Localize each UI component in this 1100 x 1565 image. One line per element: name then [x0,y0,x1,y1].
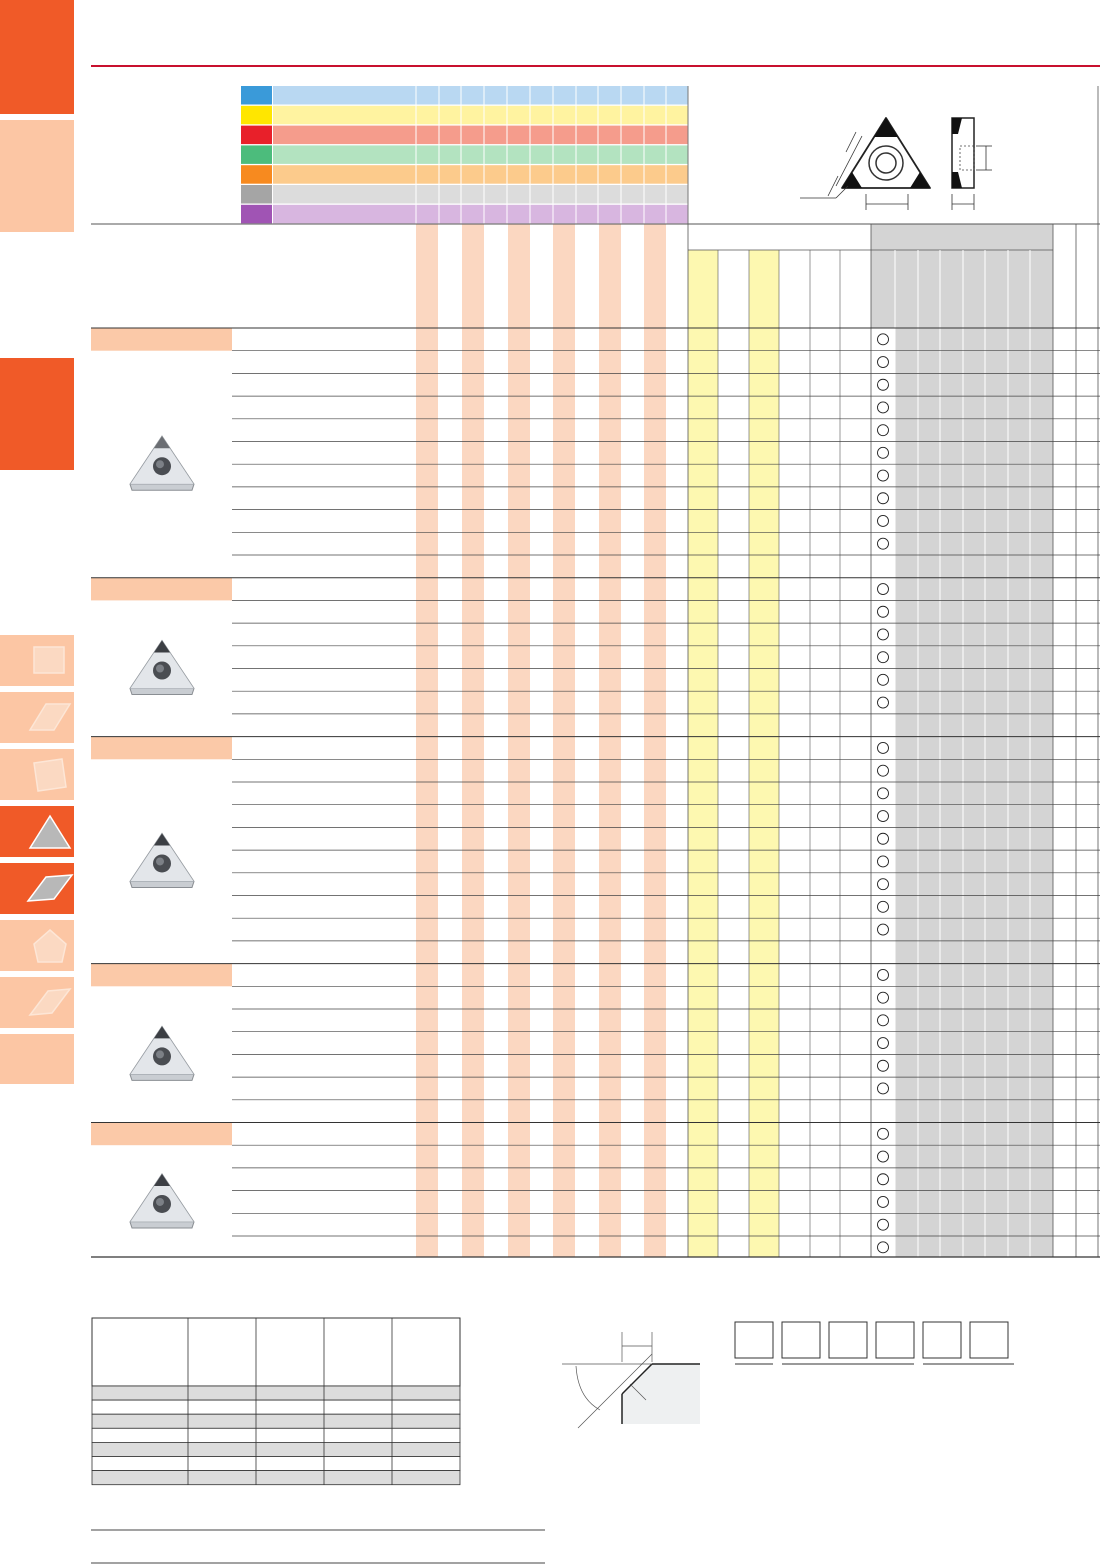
availability-mark [878,425,889,436]
dimension-table-row [92,1442,460,1456]
section-header-band [91,964,232,987]
availability-mark [878,470,889,481]
availability-mark [878,447,889,458]
availability-mark [878,334,889,345]
material-band [273,126,688,145]
section-header-band [91,1123,232,1146]
availability-mark [878,606,889,617]
code-box [829,1322,867,1358]
availability-mark [878,697,889,708]
material-swatch [241,126,272,145]
availability-mark [878,742,889,753]
material-swatch [241,86,272,105]
availability-mark [878,856,889,867]
availability-mark [878,901,889,912]
availability-mark [878,811,889,822]
availability-mark [878,1038,889,1049]
grade-group-header [871,224,1053,250]
dimension-table-row [92,1428,460,1442]
grade-column-shade [416,224,438,1257]
availability-mark [878,515,889,526]
code-box [876,1322,914,1358]
availability-mark [878,493,889,504]
availability-mark [878,652,889,663]
section-header-band [91,328,232,351]
availability-mark [878,1060,889,1071]
insert-dimension-diagram [800,118,992,210]
insert-table [91,86,1100,1257]
availability-mark [878,1219,889,1230]
insert-photo [130,1026,194,1080]
material-swatch [241,165,272,184]
availability-mark [878,538,889,549]
material-band [273,145,688,164]
availability-mark [878,1151,889,1162]
material-swatch [241,185,272,204]
availability-mark [878,969,889,980]
availability-mark [878,402,889,413]
chamfer-corner-shape [622,1364,700,1424]
dimension-table-row [92,1471,460,1485]
availability-mark [878,765,889,776]
material-band [273,185,688,204]
dimension-table [92,1318,460,1485]
availability-mark [878,584,889,595]
material-stripes [241,86,688,224]
code-box [923,1322,961,1358]
insert-photo [130,1174,194,1228]
dimension-table-row [92,1457,460,1471]
dimension-table-row [92,1414,460,1428]
availability-mark [878,1015,889,1026]
code-box [735,1322,773,1358]
material-swatch [241,145,272,164]
material-band [273,165,688,184]
availability-mark [878,1242,889,1253]
grade-column-shade [553,224,575,1257]
availability-mark [878,629,889,640]
coating-column-shade [688,250,718,1257]
grade-group-shade [895,250,1053,1257]
grade-column-shade [599,224,621,1257]
dimension-table-row [92,1386,460,1400]
availability-mark [878,1128,889,1139]
chamfer-diagram [562,1332,700,1565]
section-header-band [91,578,232,601]
insert-photo [130,833,194,887]
code-box [970,1322,1008,1358]
grade-column-shade [644,224,666,1257]
coating-column-shade [749,250,779,1257]
code-box [782,1322,820,1358]
material-band [273,205,688,224]
grade-column-shade [462,224,484,1257]
grade-column-shade [508,224,530,1257]
availability-mark [878,1174,889,1185]
dimension-table-row [92,1400,460,1414]
availability-mark [878,1196,889,1207]
designation-code-boxes [735,1322,1014,1364]
availability-mark [878,379,889,390]
material-swatch [241,205,272,224]
availability-mark [878,674,889,685]
availability-mark [878,1083,889,1094]
insert-photo [130,641,194,695]
section-header-band [91,737,232,760]
availability-mark [878,833,889,844]
availability-mark [878,924,889,935]
availability-mark [878,992,889,1003]
material-swatch [241,106,272,125]
availability-mark [878,879,889,890]
insert-photo [130,436,194,490]
material-band [273,86,688,105]
material-band [273,106,688,125]
availability-mark [878,788,889,799]
availability-mark [878,357,889,368]
